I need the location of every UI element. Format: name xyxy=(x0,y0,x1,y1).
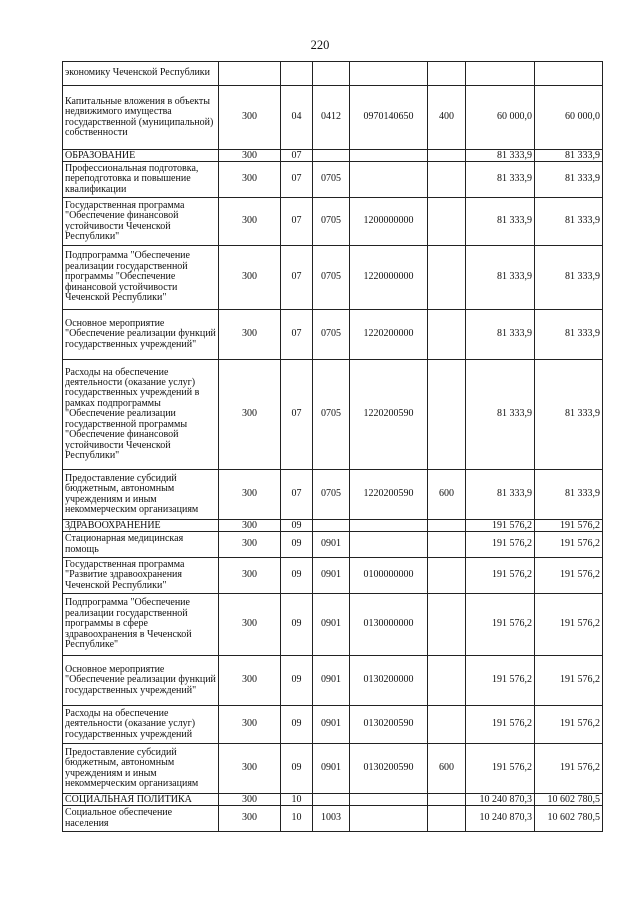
ministry-code-cell: 300 xyxy=(219,706,281,744)
ministry-code-cell: 300 xyxy=(219,360,281,470)
amount-year2-cell: 81 333,9 xyxy=(535,150,603,162)
amount-year2-cell: 60 000,0 xyxy=(535,86,603,150)
section-code-cell: 10 xyxy=(281,806,313,832)
subsection-code-cell: 0705 xyxy=(313,162,350,198)
expense-type-cell xyxy=(428,656,466,706)
amount-year1-cell: 191 576,2 xyxy=(466,656,535,706)
target-article-cell xyxy=(350,150,428,162)
amount-year2-cell: 191 576,2 xyxy=(535,520,603,532)
section-code-cell: 07 xyxy=(281,310,313,360)
ministry-code-cell: 300 xyxy=(219,520,281,532)
target-article-cell: 0130200590 xyxy=(350,706,428,744)
ministry-code-cell: 300 xyxy=(219,744,281,794)
amount-year1-cell: 191 576,2 xyxy=(466,520,535,532)
expense-type-cell xyxy=(428,532,466,558)
subsection-code-cell xyxy=(313,520,350,532)
row-name-cell: экономику Чеченской Республики xyxy=(63,62,219,86)
subsection-code-cell: 0901 xyxy=(313,532,350,558)
section-code-cell: 09 xyxy=(281,520,313,532)
amount-year2-cell: 191 576,2 xyxy=(535,706,603,744)
target-article-cell xyxy=(350,62,428,86)
section-code-cell: 07 xyxy=(281,198,313,246)
amount-year1-cell: 191 576,2 xyxy=(466,558,535,594)
amount-year2-cell: 81 333,9 xyxy=(535,360,603,470)
expense-type-cell xyxy=(428,62,466,86)
target-article-cell xyxy=(350,794,428,806)
target-article-cell: 1220200590 xyxy=(350,470,428,520)
budget-table xyxy=(62,61,603,832)
ministry-code-cell xyxy=(219,62,281,86)
amount-year2-cell: 191 576,2 xyxy=(535,532,603,558)
ministry-code-cell: 300 xyxy=(219,594,281,656)
expense-type-cell: 600 xyxy=(428,744,466,794)
target-article-cell: 1200000000 xyxy=(350,198,428,246)
subsection-code-cell: 0705 xyxy=(313,310,350,360)
amount-year1-cell: 10 240 870,3 xyxy=(466,794,535,806)
ministry-code-cell: 300 xyxy=(219,310,281,360)
row-name-cell: Подпрограмма "Обеспечение реализации государственной программы "Обеспечение финансовой устойчивости Чеченской Республики" xyxy=(63,246,219,310)
section-code-cell: 04 xyxy=(281,86,313,150)
row-name-cell: Предоставление субсидий бюджетным, автономным учреждениям и иным некоммерческим организациям xyxy=(63,470,219,520)
section-code-cell: 09 xyxy=(281,656,313,706)
section-code-cell: 10 xyxy=(281,794,313,806)
section-code-cell: 09 xyxy=(281,594,313,656)
ministry-code-cell: 300 xyxy=(219,86,281,150)
section-code-cell: 09 xyxy=(281,558,313,594)
amount-year1-cell: 81 333,9 xyxy=(466,162,535,198)
expense-type-cell xyxy=(428,794,466,806)
row-name-cell: Основное мероприятие "Обеспечение реализации функций государственных учреждений" xyxy=(63,310,219,360)
expense-type-cell xyxy=(428,706,466,744)
expense-type-cell xyxy=(428,198,466,246)
page-number: 220 xyxy=(310,38,330,52)
expense-type-cell: 400 xyxy=(428,86,466,150)
expense-type-cell xyxy=(428,162,466,198)
expense-type-cell xyxy=(428,594,466,656)
row-name-cell: Социальное обеспечение населения xyxy=(63,806,219,832)
ministry-code-cell: 300 xyxy=(219,532,281,558)
amount-year2-cell: 10 602 780,5 xyxy=(535,794,603,806)
amount-year1-cell: 60 000,0 xyxy=(466,86,535,150)
amount-year1-cell: 191 576,2 xyxy=(466,706,535,744)
target-article-cell: 0970140650 xyxy=(350,86,428,150)
subsection-code-cell: 0705 xyxy=(313,470,350,520)
subsection-code-cell: 0412 xyxy=(313,86,350,150)
ministry-code-cell: 300 xyxy=(219,806,281,832)
amount-year1-cell: 81 333,9 xyxy=(466,150,535,162)
table-row xyxy=(63,150,603,162)
row-name-cell: Расходы на обеспечение деятельности (оказание услуг) государственных учреждений в рамках подпрограммы "Обеспечение реализации государственной программы "Обеспечение финансовой устойчивости Чеченской Республики" xyxy=(63,360,219,470)
subsection-code-cell xyxy=(313,794,350,806)
row-name-cell: Капитальные вложения в объекты недвижимого имущества государственной (муниципальной) собственности xyxy=(63,86,219,150)
ministry-code-cell: 300 xyxy=(219,558,281,594)
ministry-code-cell: 300 xyxy=(219,246,281,310)
section-code-cell: 07 xyxy=(281,360,313,470)
expense-type-cell xyxy=(428,150,466,162)
table-row xyxy=(63,310,603,360)
target-article-cell xyxy=(350,806,428,832)
table-row xyxy=(63,520,603,532)
row-name-cell: Подпрограмма "Обеспечение реализации государственной программы в сфере здравоохранения в Чеченской Республике" xyxy=(63,594,219,656)
expense-type-cell: 600 xyxy=(428,470,466,520)
row-name-cell: Расходы на обеспечение деятельности (оказание услуг) государственных учреждений xyxy=(63,706,219,744)
ministry-code-cell: 300 xyxy=(219,470,281,520)
section-code-cell: 09 xyxy=(281,744,313,794)
target-article-cell: 1220200000 xyxy=(350,310,428,360)
target-article-cell xyxy=(350,532,428,558)
subsection-code-cell xyxy=(313,150,350,162)
expense-type-cell xyxy=(428,246,466,310)
table-row xyxy=(63,86,603,150)
table-row xyxy=(63,360,603,470)
row-name-cell: Профессиональная подготовка, переподготовка и повышение квалификации xyxy=(63,162,219,198)
target-article-cell: 0130200000 xyxy=(350,656,428,706)
table-row xyxy=(63,794,603,806)
row-name-cell: Государственная программа "Развитие здравоохранения Чеченской Республики" xyxy=(63,558,219,594)
ministry-code-cell: 300 xyxy=(219,656,281,706)
amount-year2-cell: 191 576,2 xyxy=(535,558,603,594)
target-article-cell: 1220200590 xyxy=(350,360,428,470)
target-article-cell xyxy=(350,162,428,198)
table-row xyxy=(63,198,603,246)
amount-year2-cell: 81 333,9 xyxy=(535,246,603,310)
ministry-code-cell: 300 xyxy=(219,198,281,246)
target-article-cell: 0130200590 xyxy=(350,744,428,794)
amount-year1-cell: 191 576,2 xyxy=(466,532,535,558)
expense-type-cell xyxy=(428,310,466,360)
section-code-cell xyxy=(281,62,313,86)
amount-year1-cell: 191 576,2 xyxy=(466,744,535,794)
amount-year2-cell: 81 333,9 xyxy=(535,470,603,520)
subsection-code-cell: 0901 xyxy=(313,594,350,656)
target-article-cell xyxy=(350,520,428,532)
amount-year1-cell: 191 576,2 xyxy=(466,594,535,656)
row-name-cell: Стационарная медицинская помощь xyxy=(63,532,219,558)
ministry-code-cell: 300 xyxy=(219,162,281,198)
expense-type-cell xyxy=(428,806,466,832)
table-row xyxy=(63,470,603,520)
table-row xyxy=(63,706,603,744)
row-name-cell: Государственная программа "Обеспечение финансовой устойчивости Чеченской Республики" xyxy=(63,198,219,246)
subsection-code-cell: 0901 xyxy=(313,558,350,594)
amount-year1-cell: 81 333,9 xyxy=(466,198,535,246)
section-code-cell: 07 xyxy=(281,470,313,520)
section-code-cell: 07 xyxy=(281,150,313,162)
amount-year2-cell: 81 333,9 xyxy=(535,198,603,246)
subsection-code-cell: 1003 xyxy=(313,806,350,832)
subsection-code-cell: 0705 xyxy=(313,360,350,470)
expense-type-cell xyxy=(428,360,466,470)
expense-type-cell xyxy=(428,520,466,532)
table-row xyxy=(63,594,603,656)
ministry-code-cell: 300 xyxy=(219,150,281,162)
section-code-cell: 07 xyxy=(281,246,313,310)
target-article-cell: 0130000000 xyxy=(350,594,428,656)
amount-year1-cell: 81 333,9 xyxy=(466,470,535,520)
table-body xyxy=(63,62,603,832)
subsection-code-cell: 0901 xyxy=(313,656,350,706)
subsection-code-cell: 0705 xyxy=(313,246,350,310)
table-row xyxy=(63,806,603,832)
table-row xyxy=(63,62,603,86)
subsection-code-cell xyxy=(313,62,350,86)
section-code-cell: 09 xyxy=(281,532,313,558)
amount-year2-cell: 191 576,2 xyxy=(535,744,603,794)
amount-year1-cell: 81 333,9 xyxy=(466,310,535,360)
amount-year1-cell: 81 333,9 xyxy=(466,360,535,470)
target-article-cell: 1220000000 xyxy=(350,246,428,310)
target-article-cell: 0100000000 xyxy=(350,558,428,594)
amount-year2-cell: 191 576,2 xyxy=(535,594,603,656)
table-row xyxy=(63,246,603,310)
amount-year2-cell: 81 333,9 xyxy=(535,310,603,360)
amount-year2-cell xyxy=(535,62,603,86)
amount-year1-cell: 81 333,9 xyxy=(466,246,535,310)
table-row xyxy=(63,162,603,198)
subsection-code-cell: 0901 xyxy=(313,744,350,794)
ministry-code-cell: 300 xyxy=(219,794,281,806)
row-name-cell: Предоставление субсидий бюджетным, автономным учреждениям и иным некоммерческим организациям xyxy=(63,744,219,794)
row-name-cell: ОБРАЗОВАНИЕ xyxy=(63,150,219,162)
row-name-cell: СОЦИАЛЬНАЯ ПОЛИТИКА xyxy=(63,794,219,806)
section-code-cell: 07 xyxy=(281,162,313,198)
amount-year2-cell: 81 333,9 xyxy=(535,162,603,198)
row-name-cell: ЗДРАВООХРАНЕНИЕ xyxy=(63,520,219,532)
table-row xyxy=(63,558,603,594)
amount-year1-cell: 10 240 870,3 xyxy=(466,806,535,832)
section-code-cell: 09 xyxy=(281,706,313,744)
amount-year1-cell xyxy=(466,62,535,86)
subsection-code-cell: 0705 xyxy=(313,198,350,246)
row-name-cell: Основное мероприятие "Обеспечение реализации функций государственных учреждений" xyxy=(63,656,219,706)
table-row xyxy=(63,532,603,558)
table-row xyxy=(63,656,603,706)
amount-year2-cell: 10 602 780,5 xyxy=(535,806,603,832)
subsection-code-cell: 0901 xyxy=(313,706,350,744)
amount-year2-cell: 191 576,2 xyxy=(535,656,603,706)
expense-type-cell xyxy=(428,558,466,594)
table-row xyxy=(63,744,603,794)
